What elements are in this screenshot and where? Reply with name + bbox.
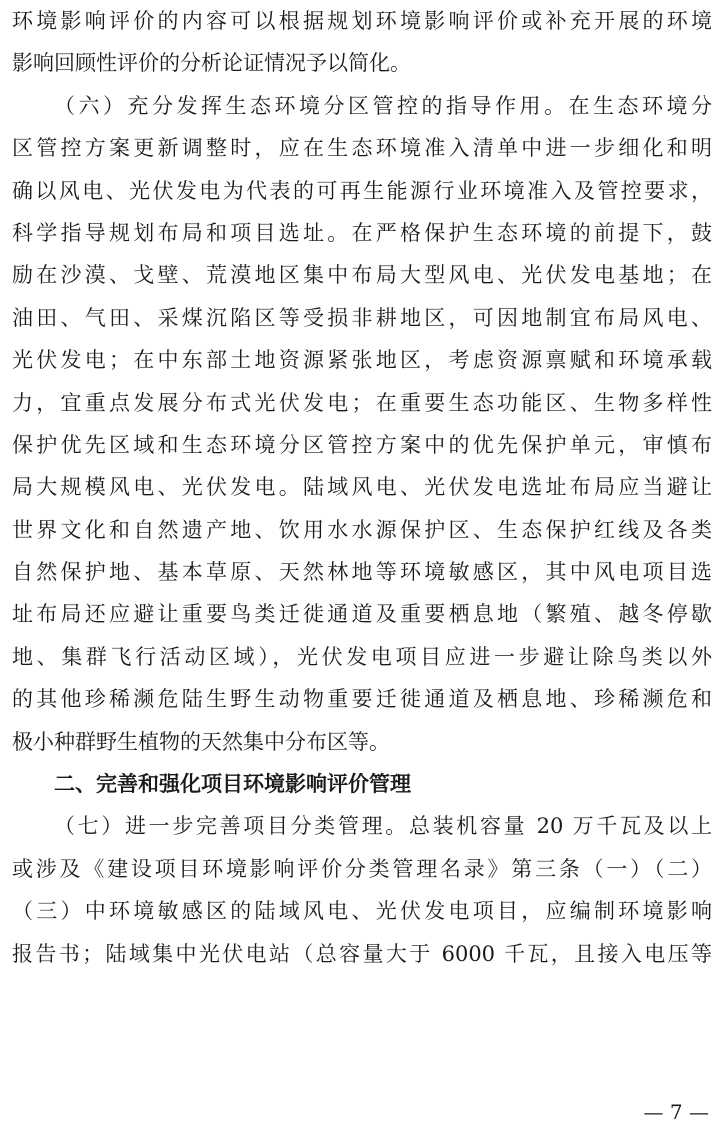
document-body — [12, 0, 712, 975]
text-line: 励在沙漠、戈壁、荒漠地区集中布局大型风电、光伏发电基地；在 — [12, 263, 712, 288]
text-line: 光伏发电；在中东部土地资源紧张地区，考虑资源禀赋和环境承载 — [12, 348, 712, 373]
section-seven-start: （七）进一步完善项目分类管理。总装机容量 20 万千瓦及以上 — [54, 814, 712, 839]
text-line: 区管控方案更新调整时，应在生态环境准入清单中进一步细化和明 — [12, 136, 712, 161]
text-line: 自然保护地、基本草原、天然林地等环境敏感区，其中风电项目选 — [12, 560, 712, 585]
text-line: 的其他珍稀濒危陆生野生动物重要迁徙通道及栖息地、珍稀濒危和 — [12, 687, 712, 712]
text-line: 科学指导规划布局和项目选址。在严格保护生态环境的前提下，鼓 — [12, 220, 712, 245]
text-line: 地、集群飞行活动区域），光伏发电项目应进一步避让除鸟类以外 — [12, 644, 712, 669]
text-line: 或涉及《建设项目环境影响评价分类管理名录》第三条（一）（二） — [12, 856, 712, 881]
section-heading: 二、完善和强化项目环境影响评价管理 — [54, 772, 411, 797]
text-line: 世界文化和自然遗产地、饮用水水源保护区、生态保护红线及各类 — [12, 517, 712, 542]
text-line: 影响回顾性评价的分析论证情况予以简化。 — [12, 51, 411, 76]
text-line: 力，宜重点发展分布式光伏发电；在重要生态功能区、生物多样性 — [12, 390, 712, 415]
text-line: 确以风电、光伏发电为代表的可再生能源行业环境准入及管控要求， — [12, 178, 712, 203]
text-line: （三）中环境敏感区的陆域风电、光伏发电项目，应编制环境影响 — [12, 899, 712, 924]
text-line: 址布局还应避让重要鸟类迁徙通道及重要栖息地（繁殖、越冬停歇 — [12, 602, 712, 627]
section-six-start: （六）充分发挥生态环境分区管控的指导作用。在生态环境分 — [54, 93, 712, 118]
page-number: — 7 — — [643, 1100, 709, 1124]
text-line: 报告书；陆域集中光伏电站（总容量大于 6000 千瓦，且接入电压等 — [12, 941, 712, 966]
text-line: 油田、气田、采煤沉陷区等受损非耕地区，可因地制宜布局风电、 — [12, 305, 712, 330]
text-line: 环境影响评价的内容可以根据规划环境影响评价或补充开展的环境 — [12, 9, 712, 33]
text-line: 保护优先区域和生态环境分区管控方案中的优先保护单元，审慎布 — [12, 432, 712, 457]
text-line: 局大规模风电、光伏发电。陆域风电、光伏发电选址布局应当避让 — [12, 475, 712, 500]
text-line: 极小种群野生植物的天然集中分布区等。 — [12, 729, 390, 754]
